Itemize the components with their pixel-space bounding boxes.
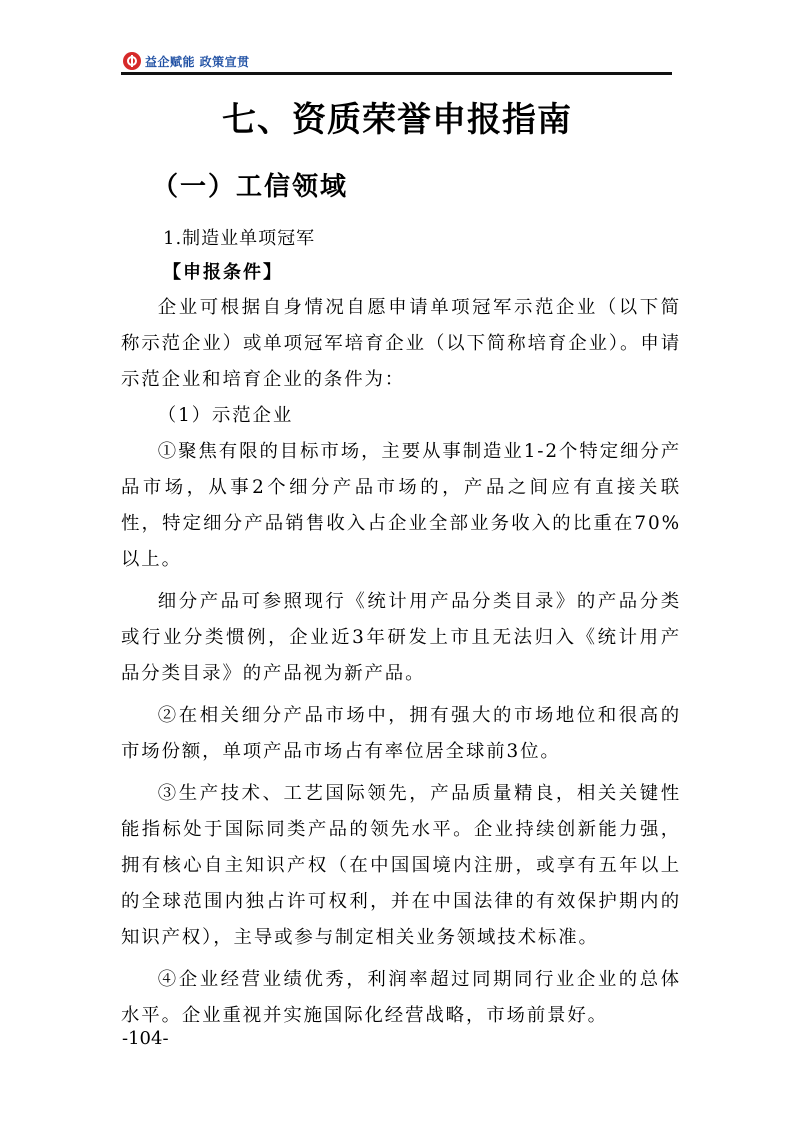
paragraph-condition-4: ④企业经营业绩优秀，利润率超过同期同行业企业的总体水平。企业重视并实施国际化经营战略，市场前景好。 [121, 969, 681, 1026]
subsection-heading: 1.制造业单项冠军 [163, 228, 316, 249]
page-number: -104- [122, 1028, 169, 1049]
body-text [121, 290, 681, 1034]
header-rule [121, 72, 672, 75]
paragraph-product-note: 细分产品可参照现行《统计用产品分类目录》的产品分类或行业分类惯例，企业近3年研发上市且无法归入《统计用产品分类目录》的产品视为新产品。 [121, 591, 681, 684]
page-header [123, 51, 250, 71]
section-heading: （一）工信领域 [152, 172, 349, 202]
paragraph-condition-2: ②在相关细分产品市场中，拥有强大的市场地位和很高的市场份额，单项产品市场占有率位居全球前3位。 [121, 705, 681, 762]
requirements-label: 【申报条件】 [163, 262, 283, 283]
brand-logo-icon [123, 52, 141, 70]
paragraph-condition-3: ③生产技术、工艺国际领先，产品质量精良，相关关键性能指标处于国际同类产品的领先水平。企业持续创新能力强，拥有核心自主知识产权（在中国国境内注册，或享有五年以上的全球范围内独占许可权利，并在中国法律的有效保护期内的知识产权），主导或参与制定相关业务领域技术标准。 [121, 783, 681, 948]
paragraph-demo-enterprise: （1）示范企业 [157, 405, 294, 426]
header-brand-text: 益企赋能 政策宣贯 [145, 54, 250, 69]
paragraph-intro: 企业可根据自身情况自愿申请单项冠军示范企业（以下简称示范企业）或单项冠军培育企业（以下简称培育企业）。申请示范企业和培育企业的条件为： [121, 297, 681, 390]
paragraph-condition-1: ①聚焦有限的目标市场，主要从事制造业1-2个特定细分产品市场，从事2个细分产品市场的，产品之间应有直接关联性，特定细分产品销售收入占企业全部业务收入的比重在70%以上。 [121, 441, 681, 570]
page-title: 七、资质荣誉申报指南 [222, 100, 572, 140]
